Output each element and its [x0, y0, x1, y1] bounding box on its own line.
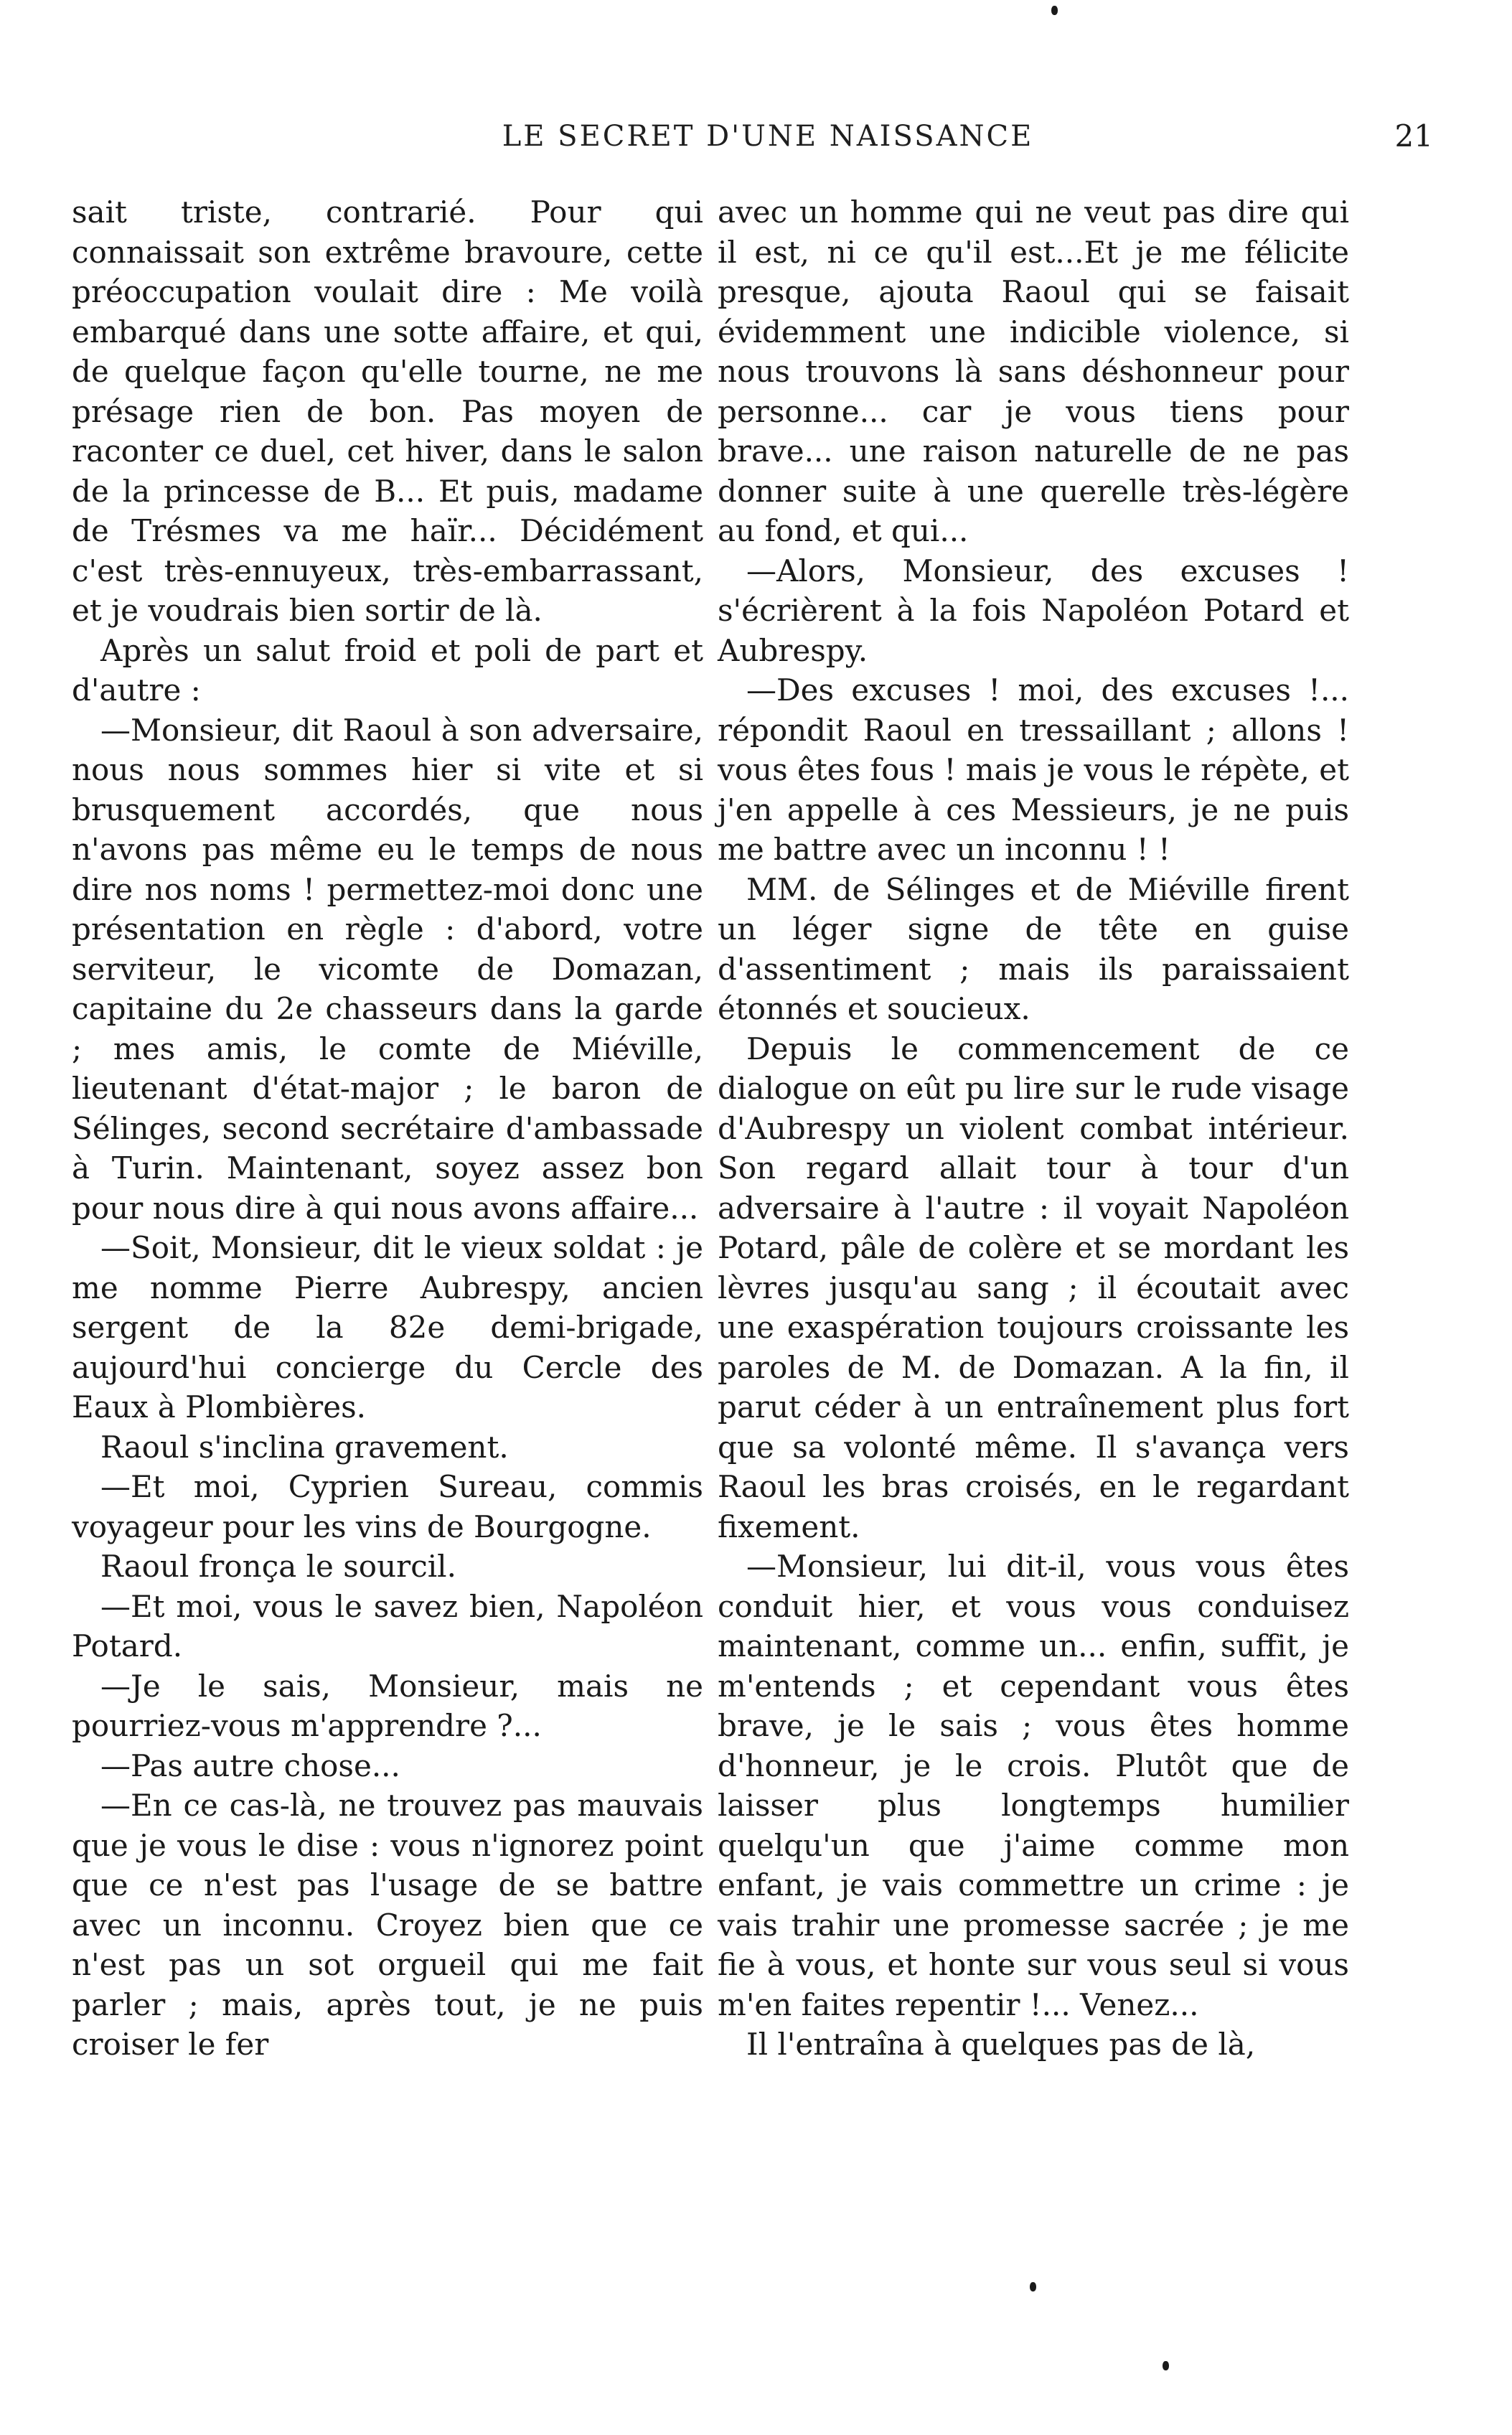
- paragraph: —Pas autre chose...: [100, 1747, 400, 1783]
- page-header: [72, 115, 1440, 165]
- paragraph: Depuis le commencement de ce dialogue on eût pu lire sur le rude visage d'Aubrespy un violent combat intérieur. Son regard allait tour à tour d'un adversaire à l'autre : il voyait Napoléon Potard, pâle de colère et se mordant les lèvres jusqu'au sang ; il écoutait avec une exaspération toujours croissante les paroles de M. de Domazan. A la fin, il parut céder à un entraînement plus fort que sa volonté même. Il s'avança vers Raoul les bras croisés, en le regardant fixement.: [718, 1031, 1349, 1544]
- right-column: [718, 192, 1349, 2065]
- ink-speck: [1030, 2282, 1036, 2291]
- paragraph: —En ce cas-là, ne trouvez pas mauvais que je vous le dise : vous n'ignorez point que ce n'est pas l'usage de se battre avec un inconnu. Croyez bien que ce n'est pas un sot orgueil qui me fait parler ; mais, après tout, je ne puis croiser le fer: [72, 1788, 703, 2062]
- paragraph: Raoul s'inclina gravement.: [100, 1429, 509, 1465]
- paragraph: —Alors, Monsieur, des excuses ! s'écrièrent à la fois Napoléon Potard et Aubrespy.: [718, 553, 1349, 668]
- paragraph: —Des excuses ! moi, des excuses !... répondit Raoul en tressaillant ; allons ! vous êtes fous ! mais je vous le répète, et j'en appelle à ces Messieurs, je ne puis me battre avec un inconnu ! !: [718, 672, 1349, 867]
- paragraph: —Monsieur, dit Raoul à son adversaire, nous nous sommes hier si vite et si brusquement accordés, que nous n'avons pas même eu le temps de nous dire nos noms ! permettez-moi donc une présentation en règle : d'abord, votre serviteur, le vicomte de Domazan, capitaine du 2e chasseurs dans la garde ; mes amis, le comte de Miéville, lieutenant d'état-major ; le baron de Sélinges, second secrétaire d'ambassade à Turin. Maintenant, soyez assez bon pour nous dire à qui nous avons affaire...: [72, 712, 703, 1226]
- page-number: 21: [1394, 118, 1433, 154]
- paragraph: —Et moi, Cyprien Sureau, commis voyageur pour les vins de Bourgogne.: [72, 1469, 703, 1544]
- paragraph: avec un homme qui ne veut pas dire qui il est, ni ce qu'il est...Et je me félicite presque, ajouta Raoul qui se faisait évidemment une indicible violence, si nous trouvons là sans déshonneur pour personne... car je vous tiens pour brave... une raison naturelle de ne pas donner suite à une querelle très-légère au fond, et qui...: [718, 194, 1349, 548]
- paragraph: Il l'entraîna à quelques pas de là,: [746, 2027, 1256, 2062]
- paragraph: —Soit, Monsieur, dit le vieux soldat : je me nomme Pierre Aubrespy, ancien sergent de la 82e demi-brigade, aujourd'hui concierge du Cercle des Eaux à Plombières.: [72, 1230, 703, 1425]
- running-title: LE SECRET D'UNE NAISSANCE: [502, 120, 1034, 153]
- paragraph: —Je le sais, Monsieur, mais ne pourriez-vous m'apprendre ?...: [72, 1668, 703, 1743]
- paragraph: sait triste, contrarié. Pour qui connaissait son extrême bravoure, cette préoccupation voulait dire : Me voilà embarqué dans une sotte affaire, et qui, de quelque façon qu'elle tourne, ne me présage rien de bon. Pas moyen de raconter ce duel, cet hiver, dans le salon de la princesse de B... Et puis, madame de Trésmes va me haïr... Décidément c'est très-ennuyeux, très-embarrassant, et je voudrais bien sortir de là.: [72, 194, 703, 628]
- left-column: [72, 192, 703, 2065]
- ink-speck: [1163, 2361, 1169, 2370]
- paragraph: —Monsieur, lui dit-il, vous vous êtes conduit hier, et vous vous conduisez maintenant, comme un... enfin, suffit, je m'entends ; et cependant vous êtes brave, je le sais ; vous êtes homme d'honneur, je le crois. Plutôt que de laisser plus longtemps humilier quelqu'un que j'aime comme mon enfant, je vais commettre un crime : je vais trahir une promesse sacrée ; je me fie à vous, et honte sur vous seul si vous m'en faites repentir !... Venez...: [718, 1549, 1349, 2022]
- paragraph: Raoul fronça le sourcil.: [100, 1549, 456, 1584]
- paragraph: MM. de Sélinges et de Miéville firent un léger signe de tête en guise d'assentiment ; mais ils paraissaient étonnés et soucieux.: [718, 871, 1349, 1026]
- paragraph: Après un salut froid et poli de part et d'autre :: [72, 632, 703, 708]
- paragraph: —Et moi, vous le savez bien, Napoléon Potard.: [72, 1588, 703, 1664]
- ink-speck: [1051, 6, 1058, 15]
